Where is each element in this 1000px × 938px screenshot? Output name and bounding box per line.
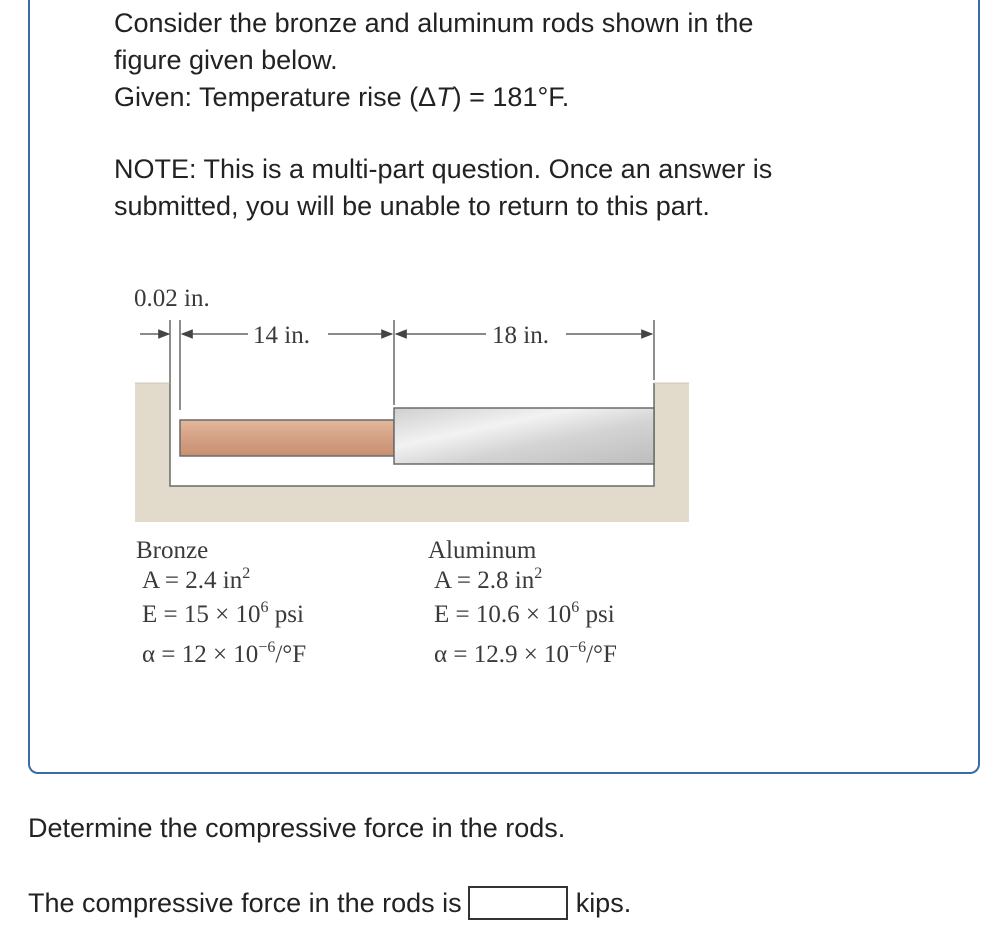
bronze-area: A = 2.4 $in^2$ bbox=[142, 565, 251, 594]
bronze-rod bbox=[180, 420, 394, 456]
given-suffix: ) = 181°F. bbox=[452, 82, 570, 112]
bronze-alpha: $\alpha = 12 \times 10^{-6}/^\circ F$ bbox=[142, 639, 307, 668]
aluminum-properties bbox=[428, 537, 617, 668]
aluminum-alpha: $\alpha = 12.9 \times 10^{-6}/^\circ F$ bbox=[434, 639, 617, 668]
rod-figure bbox=[120, 280, 720, 680]
question-text: Determine the compressive force in the rods. bbox=[28, 813, 566, 843]
bronze-length-label: 14 in. bbox=[253, 322, 310, 349]
given-prefix: Given: Temperature rise (Δ bbox=[114, 82, 437, 112]
aluminum-length-label: 18 in. bbox=[492, 322, 549, 349]
bronze-properties bbox=[136, 537, 306, 668]
note-line-1: NOTE: This is a multi-part question. Once an answer is bbox=[114, 154, 773, 184]
answer-prefix: The compressive force in the rods is bbox=[28, 887, 462, 918]
gap-label: 0.02 in. bbox=[134, 285, 210, 312]
note-text bbox=[114, 151, 772, 225]
aluminum-rod bbox=[394, 408, 654, 464]
answer-input[interactable] bbox=[468, 886, 568, 920]
problem-statement bbox=[114, 5, 753, 116]
answer-unit: kips. bbox=[575, 887, 632, 918]
aluminum-modulus: $E = 10.6 \times 10^6$ psi bbox=[434, 599, 615, 628]
aluminum-area: A = 2.8 $in^2$ bbox=[434, 565, 543, 594]
given-variable: T bbox=[436, 82, 453, 112]
note-line-2: submitted, you will be unable to return to this part. bbox=[114, 191, 710, 221]
problem-line-2: figure given below. bbox=[114, 45, 338, 75]
bronze-modulus: $E = 15 \times 10^6$ psi bbox=[142, 599, 304, 628]
problem-line-1: Consider the bronze and aluminum rods shown in the bbox=[114, 8, 754, 38]
bronze-name: Bronze bbox=[136, 537, 209, 564]
aluminum-name: Aluminum bbox=[428, 537, 537, 564]
answer-row bbox=[28, 886, 631, 920]
